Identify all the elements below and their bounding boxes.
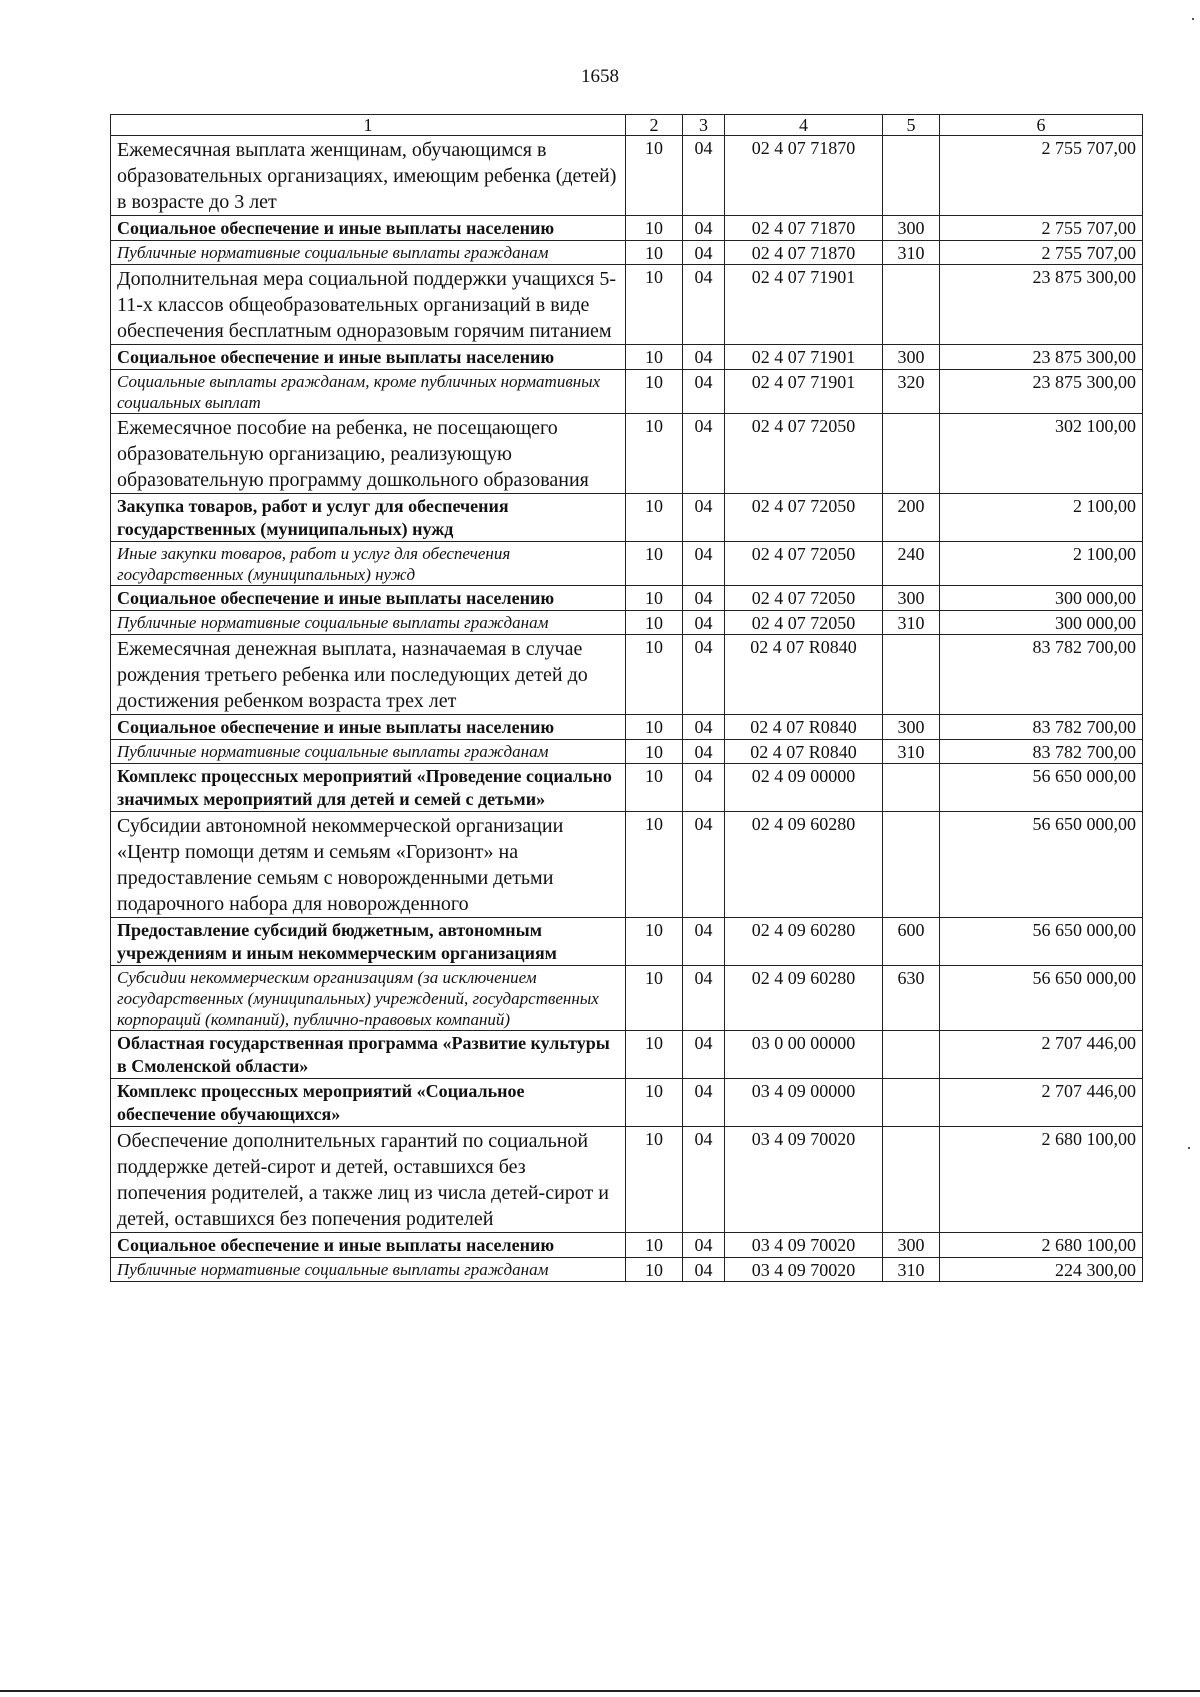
table-row bbox=[111, 265, 1143, 345]
target-article-cell: 02 4 07 71901 bbox=[725, 265, 883, 345]
subsection-code-cell: 04 bbox=[683, 1233, 725, 1258]
section-code-cell: 10 bbox=[626, 216, 683, 241]
section-code-cell: 10 bbox=[626, 136, 683, 216]
amount-cell: 56 650 000,00 bbox=[940, 918, 1143, 966]
section-code-cell: 10 bbox=[626, 635, 683, 715]
amount-cell: 56 650 000,00 bbox=[940, 764, 1143, 812]
expense-type-cell bbox=[883, 764, 940, 812]
table-row bbox=[111, 1031, 1143, 1079]
row-name-cell: Социальное обеспечение и иные выплаты населению bbox=[111, 715, 626, 740]
subsection-code-cell: 04 bbox=[683, 494, 725, 542]
row-name-cell: Областная государственная программа «Развитие культуры в Смоленской области» bbox=[111, 1031, 626, 1079]
subsection-code-cell: 04 bbox=[683, 216, 725, 241]
table-row bbox=[111, 414, 1143, 494]
section-code-cell: 10 bbox=[626, 241, 683, 265]
table-row bbox=[111, 740, 1143, 764]
subsection-code-cell: 04 bbox=[683, 1258, 725, 1282]
row-name-cell: Ежемесячное пособие на ребенка, не посещающего образовательную организацию, реализующую образовательную программу дошкольного образования bbox=[111, 414, 626, 494]
table-row bbox=[111, 715, 1143, 740]
target-article-cell: 02 4 07 71870 bbox=[725, 136, 883, 216]
subsection-code-cell: 04 bbox=[683, 918, 725, 966]
target-article-cell: 02 4 07 72050 bbox=[725, 542, 883, 586]
amount-cell: 23 875 300,00 bbox=[940, 370, 1143, 414]
section-code-cell: 10 bbox=[626, 586, 683, 611]
target-article-cell: 02 4 07 71901 bbox=[725, 345, 883, 370]
target-article-cell: 02 4 07 71870 bbox=[725, 241, 883, 265]
table-row bbox=[111, 370, 1143, 414]
scan-speck bbox=[1192, 18, 1194, 20]
row-name-cell: Социальное обеспечение и иные выплаты населению bbox=[111, 1233, 626, 1258]
amount-cell: 300 000,00 bbox=[940, 586, 1143, 611]
section-code-cell: 10 bbox=[626, 345, 683, 370]
amount-cell: 302 100,00 bbox=[940, 414, 1143, 494]
row-name-cell: Комплекс процессных мероприятий «Социальное обеспечение обучающихся» bbox=[111, 1079, 626, 1127]
target-article-cell: 02 4 07 72050 bbox=[725, 586, 883, 611]
table-row bbox=[111, 241, 1143, 265]
table-row bbox=[111, 1127, 1143, 1233]
target-article-cell: 02 4 07 71870 bbox=[725, 216, 883, 241]
row-name-cell: Публичные нормативные социальные выплаты гражданам bbox=[111, 241, 626, 265]
amount-cell: 56 650 000,00 bbox=[940, 812, 1143, 918]
table-header bbox=[111, 115, 1143, 136]
amount-cell: 224 300,00 bbox=[940, 1258, 1143, 1282]
target-article-cell: 03 4 09 00000 bbox=[725, 1079, 883, 1127]
table-row bbox=[111, 611, 1143, 635]
row-name-cell: Социальное обеспечение и иные выплаты населению bbox=[111, 345, 626, 370]
amount-cell: 2 755 707,00 bbox=[940, 216, 1143, 241]
expense-type-cell bbox=[883, 635, 940, 715]
row-name-cell: Дополнительная мера социальной поддержки учащихся 5-11-х классов общеобразовательных организаций в виде обеспечения бесплатным одноразовым горячим питанием bbox=[111, 265, 626, 345]
target-article-cell: 03 0 00 00000 bbox=[725, 1031, 883, 1079]
section-code-cell: 10 bbox=[626, 1079, 683, 1127]
table-row bbox=[111, 136, 1143, 216]
table-row bbox=[111, 966, 1143, 1031]
subsection-code-cell: 04 bbox=[683, 611, 725, 635]
target-article-cell: 03 4 09 70020 bbox=[725, 1127, 883, 1233]
column-header: 4 bbox=[725, 115, 883, 136]
target-article-cell: 02 4 07 72050 bbox=[725, 494, 883, 542]
expense-type-cell: 300 bbox=[883, 586, 940, 611]
target-article-cell: 02 4 07 R0840 bbox=[725, 635, 883, 715]
amount-cell: 56 650 000,00 bbox=[940, 966, 1143, 1031]
table-row bbox=[111, 918, 1143, 966]
row-name-cell: Социальные выплаты гражданам, кроме публичных нормативных социальных выплат bbox=[111, 370, 626, 414]
target-article-cell: 02 4 09 00000 bbox=[725, 764, 883, 812]
target-article-cell: 02 4 07 72050 bbox=[725, 414, 883, 494]
amount-cell: 2 755 707,00 bbox=[940, 241, 1143, 265]
row-name-cell: Публичные нормативные социальные выплаты гражданам bbox=[111, 740, 626, 764]
column-header: 2 bbox=[626, 115, 683, 136]
scan-edge-line bbox=[0, 1690, 1200, 1692]
subsection-code-cell: 04 bbox=[683, 542, 725, 586]
expense-type-cell bbox=[883, 414, 940, 494]
expense-type-cell: 310 bbox=[883, 740, 940, 764]
section-code-cell: 10 bbox=[626, 715, 683, 740]
target-article-cell: 03 4 09 70020 bbox=[725, 1233, 883, 1258]
subsection-code-cell: 04 bbox=[683, 1031, 725, 1079]
section-code-cell: 10 bbox=[626, 764, 683, 812]
row-name-cell: Предоставление субсидий бюджетным, автономным учреждениям и иным некоммерческим организациям bbox=[111, 918, 626, 966]
subsection-code-cell: 04 bbox=[683, 345, 725, 370]
expense-type-cell bbox=[883, 1031, 940, 1079]
target-article-cell: 02 4 09 60280 bbox=[725, 966, 883, 1031]
subsection-code-cell: 04 bbox=[683, 966, 725, 1031]
amount-cell: 2 100,00 bbox=[940, 494, 1143, 542]
row-name-cell: Иные закупки товаров, работ и услуг для обеспечения государственных (муниципальных) нужд bbox=[111, 542, 626, 586]
table-row bbox=[111, 1233, 1143, 1258]
table-row bbox=[111, 216, 1143, 241]
row-name-cell: Субсидии автономной некоммерческой организации «Центр помощи детям и семьям «Горизонт» на предоставление семьям с новорожденными детьми подарочного набора для новорожденного bbox=[111, 812, 626, 918]
expense-type-cell: 310 bbox=[883, 241, 940, 265]
subsection-code-cell: 04 bbox=[683, 586, 725, 611]
subsection-code-cell: 04 bbox=[683, 715, 725, 740]
target-article-cell: 02 4 09 60280 bbox=[725, 812, 883, 918]
expense-type-cell: 310 bbox=[883, 611, 940, 635]
column-header: 5 bbox=[883, 115, 940, 136]
target-article-cell: 03 4 09 70020 bbox=[725, 1258, 883, 1282]
amount-cell: 2 755 707,00 bbox=[940, 136, 1143, 216]
row-name-cell: Закупка товаров, работ и услуг для обеспечения государственных (муниципальных) нужд bbox=[111, 494, 626, 542]
target-article-cell: 02 4 07 R0840 bbox=[725, 715, 883, 740]
row-name-cell: Комплекс процессных мероприятий «Проведение социально значимых мероприятий для детей и семей с детьми» bbox=[111, 764, 626, 812]
subsection-code-cell: 04 bbox=[683, 635, 725, 715]
expense-type-cell: 320 bbox=[883, 370, 940, 414]
amount-cell: 2 707 446,00 bbox=[940, 1079, 1143, 1127]
section-code-cell: 10 bbox=[626, 542, 683, 586]
expense-type-cell: 300 bbox=[883, 345, 940, 370]
subsection-code-cell: 04 bbox=[683, 370, 725, 414]
expense-type-cell bbox=[883, 812, 940, 918]
subsection-code-cell: 04 bbox=[683, 1079, 725, 1127]
row-name-cell: Социальное обеспечение и иные выплаты населению bbox=[111, 586, 626, 611]
subsection-code-cell: 04 bbox=[683, 414, 725, 494]
expense-type-cell: 300 bbox=[883, 715, 940, 740]
amount-cell: 23 875 300,00 bbox=[940, 265, 1143, 345]
subsection-code-cell: 04 bbox=[683, 740, 725, 764]
table-row bbox=[111, 1258, 1143, 1282]
section-code-cell: 10 bbox=[626, 1233, 683, 1258]
amount-cell: 2 680 100,00 bbox=[940, 1127, 1143, 1233]
expense-type-cell bbox=[883, 136, 940, 216]
target-article-cell: 02 4 07 71901 bbox=[725, 370, 883, 414]
section-code-cell: 10 bbox=[626, 918, 683, 966]
table-row bbox=[111, 586, 1143, 611]
section-code-cell: 10 bbox=[626, 611, 683, 635]
subsection-code-cell: 04 bbox=[683, 812, 725, 918]
section-code-cell: 10 bbox=[626, 370, 683, 414]
expense-type-cell bbox=[883, 1079, 940, 1127]
section-code-cell: 10 bbox=[626, 1127, 683, 1233]
row-name-cell: Обеспечение дополнительных гарантий по социальной поддержке детей-сирот и детей, оставшихся без попечения родителей, а также лиц из числа детей-сирот и детей, оставшихся без попечения родителей bbox=[111, 1127, 626, 1233]
amount-cell: 2 100,00 bbox=[940, 542, 1143, 586]
column-header: 3 bbox=[683, 115, 725, 136]
page-number: 1658 bbox=[581, 66, 619, 87]
row-name-cell: Социальное обеспечение и иные выплаты населению bbox=[111, 216, 626, 241]
table-row bbox=[111, 764, 1143, 812]
amount-cell: 83 782 700,00 bbox=[940, 715, 1143, 740]
table-body bbox=[111, 136, 1143, 1282]
amount-cell: 83 782 700,00 bbox=[940, 740, 1143, 764]
section-code-cell: 10 bbox=[626, 414, 683, 494]
section-code-cell: 10 bbox=[626, 265, 683, 345]
target-article-cell: 02 4 09 60280 bbox=[725, 918, 883, 966]
subsection-code-cell: 04 bbox=[683, 265, 725, 345]
row-name-cell: Публичные нормативные социальные выплаты гражданам bbox=[111, 611, 626, 635]
section-code-cell: 10 bbox=[626, 494, 683, 542]
table-row bbox=[111, 494, 1143, 542]
column-header: 6 bbox=[940, 115, 1143, 136]
scan-speck bbox=[1188, 1147, 1190, 1149]
amount-cell: 2 707 446,00 bbox=[940, 1031, 1143, 1079]
expense-type-cell: 600 bbox=[883, 918, 940, 966]
table-row bbox=[111, 542, 1143, 586]
table-row bbox=[111, 1079, 1143, 1127]
amount-cell: 300 000,00 bbox=[940, 611, 1143, 635]
section-code-cell: 10 bbox=[626, 966, 683, 1031]
row-name-cell: Публичные нормативные социальные выплаты гражданам bbox=[111, 1258, 626, 1282]
table-row bbox=[111, 812, 1143, 918]
expense-type-cell: 300 bbox=[883, 1233, 940, 1258]
section-code-cell: 10 bbox=[626, 812, 683, 918]
section-code-cell: 10 bbox=[626, 1031, 683, 1079]
expense-type-cell bbox=[883, 265, 940, 345]
table-row bbox=[111, 345, 1143, 370]
amount-cell: 2 680 100,00 bbox=[940, 1233, 1143, 1258]
section-code-cell: 10 bbox=[626, 740, 683, 764]
budget-table bbox=[110, 114, 1143, 1282]
subsection-code-cell: 04 bbox=[683, 764, 725, 812]
expense-type-cell: 240 bbox=[883, 542, 940, 586]
row-name-cell: Субсидии некоммерческим организациям (за исключением государственных (муниципальных) учреждений, государственных корпораций (компаний), публично-правовых компаний) bbox=[111, 966, 626, 1031]
expense-type-cell bbox=[883, 1127, 940, 1233]
amount-cell: 23 875 300,00 bbox=[940, 345, 1143, 370]
expense-type-cell: 200 bbox=[883, 494, 940, 542]
target-article-cell: 02 4 07 72050 bbox=[725, 611, 883, 635]
row-name-cell: Ежемесячная выплата женщинам, обучающимся в образовательных организациях, имеющим ребенка (детей) в возрасте до 3 лет bbox=[111, 136, 626, 216]
table-row bbox=[111, 635, 1143, 715]
expense-type-cell: 630 bbox=[883, 966, 940, 1031]
amount-cell: 83 782 700,00 bbox=[940, 635, 1143, 715]
subsection-code-cell: 04 bbox=[683, 241, 725, 265]
target-article-cell: 02 4 07 R0840 bbox=[725, 740, 883, 764]
expense-type-cell: 300 bbox=[883, 216, 940, 241]
section-code-cell: 10 bbox=[626, 1258, 683, 1282]
column-header: 1 bbox=[111, 115, 626, 136]
expense-type-cell: 310 bbox=[883, 1258, 940, 1282]
row-name-cell: Ежемесячная денежная выплата, назначаемая в случае рождения третьего ребенка или последующих детей до достижения ребенком возраста трех лет bbox=[111, 635, 626, 715]
subsection-code-cell: 04 bbox=[683, 1127, 725, 1233]
subsection-code-cell: 04 bbox=[683, 136, 725, 216]
